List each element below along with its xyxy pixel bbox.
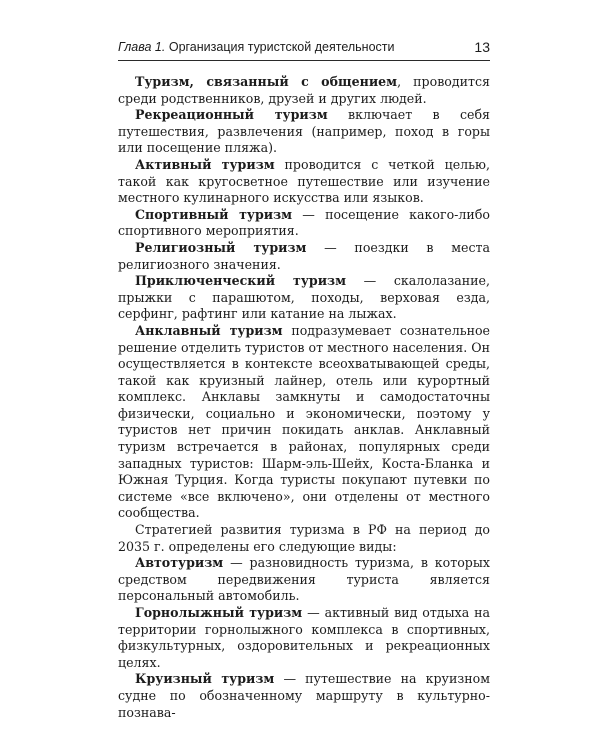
paragraph: [118, 207, 490, 240]
paragraph: [118, 74, 490, 107]
paragraph-text: проводится с четкой целью, такой как кругосветное путешествие или изучение местного кулинарного искусства или языков.: [118, 156, 490, 206]
paragraph-text: — разновидность туризма, в которых средством передвижения туриста является персональный автомобиль.: [118, 555, 490, 604]
term: Автотуризм: [135, 555, 224, 571]
paragraph-text: — активный вид отдыха на территории горнолыжного комплекса в спортивных, физкультурных, оздоровительных и рекреационных целях.: [118, 605, 490, 670]
term: Спортивный туризм: [135, 206, 293, 222]
term: Рекреационный туризм: [135, 107, 328, 123]
paragraph-text: , проводится среди родственников, друзей и других людей.: [118, 74, 490, 106]
paragraph: [118, 555, 490, 605]
chapter-title: Организация туристской деятельности: [168, 40, 395, 54]
paragraph-text: — скалолазание, прыжки с парашютом, походы, верховая езда, серфинг, рафтинг или катание на лыжах.: [118, 273, 490, 322]
paragraph: [118, 522, 490, 555]
term: Приключенческий туризм: [135, 273, 347, 289]
paragraph-text: Стратегией развития туризма в РФ на период до 2035 г. определены его следующие виды:: [118, 522, 490, 554]
paragraph-text: — путешествие на круизном судне по обозначенному маршруту в культурно-познава-: [118, 671, 490, 720]
term: Анклавный туризм: [135, 322, 283, 338]
paragraph: [118, 157, 490, 207]
running-title: [118, 39, 394, 55]
paragraph: [118, 273, 490, 323]
term: Круизный туризм: [135, 671, 275, 687]
page-number: 13: [474, 39, 490, 55]
paragraph-text: — посещение какого-либо спортивного мероприятия.: [118, 206, 490, 239]
chapter-label: Глава 1.: [118, 40, 166, 54]
paragraph-text: — поездки в места религиозного значения.: [118, 239, 490, 272]
paragraph: [118, 605, 490, 671]
paragraph: [118, 671, 490, 721]
page-body: [118, 74, 490, 721]
term: Туризм, связанный с общением: [135, 74, 398, 89]
paragraph: [118, 240, 490, 273]
term: Активный туризм: [135, 156, 275, 172]
paragraph: [118, 323, 490, 522]
paragraph-text: включает в себя путешествия, развлечения (например, поход в горы или посещение пляжа).: [118, 107, 490, 156]
term: Горнолыжный туризм: [135, 605, 303, 620]
term: Религиозный туризм: [135, 239, 307, 255]
header-rule: [118, 60, 490, 61]
paragraph: [118, 107, 490, 157]
paragraph-text: подразумевает сознательное решение отделить туристов от местного населения. Он осуществляется в контексте всеохватывающей среды, такой как круизный лайнер, отель или курортный комплекс. Анклавы замкнуты и самодостаточны физически, социально и экономически, поэтому у туристов нет причин покидать анклав. Анклавный туризм встречается в районах, популярных среди западных туристов: Шарм-эль-Шейх, Коста-Бланка и Южная Турция. Когда туристы покупают путевки по системе «все включено», они отделены от местного сообщества.: [118, 322, 490, 521]
running-header: [118, 39, 490, 55]
